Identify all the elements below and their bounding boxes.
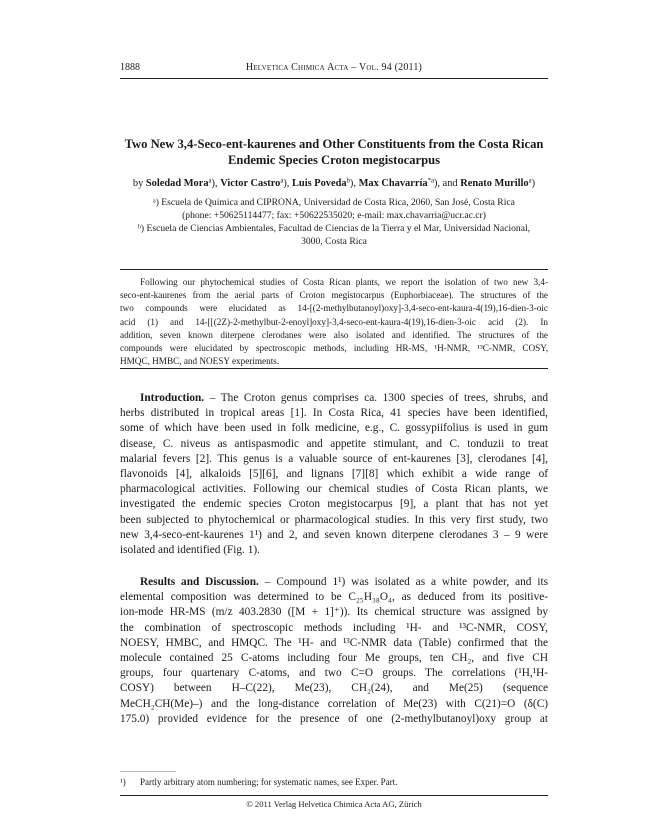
author-mark: *a — [427, 177, 434, 185]
body-line: flavonoids [4], alkaloids [5][6], and lignans [7][8] which exhibit a wide range of — [120, 468, 548, 481]
author-mark: a — [280, 177, 284, 185]
abstract-line: compounds were elucidated by spectroscopic methods, including HR-MS, ¹H-NMR, ¹³C-NMR, COSY, — [120, 343, 548, 354]
abstract-line: addition, seven known diterpene clerodanes were also isolated and identified. The structures of the — [120, 329, 548, 340]
affiliation-a — [120, 196, 548, 222]
page-number: 1888 — [120, 62, 140, 73]
body-line — [120, 391, 548, 406]
abstract-line: seco-ent-kaurenes from the aerial parts of Croton megistocarpus (Euphorbiaceae). The structures of the — [120, 290, 548, 301]
author-name: Soledad Mora — [145, 178, 209, 189]
affiliation-b-line-1: ᵇ) Escuela de Ciencias Ambientales, Facultad de Ciencias de la Tierra y el Mar, Universidad Nacional, — [137, 223, 531, 234]
author-name: Victor Castro — [220, 178, 281, 189]
abstract-line: HMQC, HMBC, and NOESY experiments. — [120, 356, 280, 367]
affiliation-b-line-2: 3000, Costa Rica — [301, 236, 367, 247]
body-line: the combination of spectroscopic methods including ¹H- and ¹³C-NMR, COSY, — [120, 621, 548, 634]
footnote-rule — [120, 771, 176, 772]
body-line: ion-mode HR-MS (m/z 403.2830 ([M + 1]⁺)). Its chemical structure was assigned by — [120, 606, 548, 619]
abstract-line: two compounds were elucidated as 14-[(2-methylbutanoyl)oxy]-3,4-seco-ent-kaura-4(19),16-dien-3-oic — [120, 303, 548, 314]
body-line: disease, C. niveus as antispasmodic and appetite stimulant, and C. tonduzii to treat — [120, 437, 548, 450]
body-line: groups, four quartenary C-atoms, and two C=O groups. The correlations (¹H,¹H- — [120, 667, 548, 680]
author-name: Renato Murillo — [460, 178, 529, 189]
introduction-section — [120, 391, 548, 558]
footnote-text: Partly arbitrary atom numbering; for systematic names, see Exper. Part. — [139, 777, 398, 787]
footnote-number: ¹) — [120, 777, 126, 787]
body-line: investigated the endemic species Croton megistocarpus [9], a plant that has not yet — [120, 498, 548, 511]
running-header — [120, 62, 548, 76]
author-mark: a — [528, 177, 532, 185]
body-line: been subjected to phytochemical or pharmacological studies. In this very first study, two — [120, 513, 548, 526]
body-line: isolated and identified (Fig. 1). — [120, 544, 260, 557]
body-line: herbs distributed in tropical areas [1]. In Costa Rica, 41 species have been identified, — [120, 407, 548, 420]
body-line: new 3,4-seco-ent-kaurenes 1¹) and 2, and seven known diterpene clerodanes 3 – 9 were — [120, 528, 548, 541]
affiliation-a-line-2: (phone: +50625114477; fax: +50622535020; e-mail: max.chavarria@ucr.ac.cr) — [182, 210, 486, 221]
journal-name: Helvetica Chimica Acta – Vol. 94 (2011) — [245, 62, 423, 73]
results-section — [120, 575, 548, 727]
body-line: malarial fevers [2]. This genus is a valuable source of ent-kaurenes [3], clerodanes [4], — [120, 452, 548, 465]
author-name: Luis Poveda — [291, 178, 347, 189]
author-mark: b — [346, 177, 350, 185]
body-line: MeCH₂CH(Me)–) and the long-distance correlation of Me(23) with C(21)=O (δ(C) — [120, 697, 548, 710]
copyright-notice: © 2011 Verlag Helvetica Chimica Acta AG, Zürich — [246, 799, 422, 809]
introduction-heading: Introduction. — [140, 392, 205, 404]
affiliation-b — [120, 222, 548, 248]
author-name: Max Chavarría — [358, 178, 428, 189]
abstract-line: Following our phytochemical studies of Costa Rican plants, we report the isolation of two new 3,4- — [140, 277, 548, 287]
results-heading: Results and Discussion. — [140, 576, 259, 588]
article-title — [120, 136, 548, 168]
body-line: molecule contained 25 C-atoms including four Me groups, ten CH₂, and five CH — [120, 652, 548, 665]
body-line-text: – The Croton genus comprises ca. 1300 species of trees, shrubs, and — [209, 392, 548, 404]
body-line: COSY) between H–C(22), Me(23), CH₂(24), and Me(25) (sequence — [120, 682, 548, 695]
abstract-bottom-rule — [120, 368, 548, 369]
body-line: NOESY, HMBC, and HMQC. The ¹H- and ¹³C-NMR data (Table) confirmed that the — [120, 636, 548, 649]
affiliation-a-line-1: ᵃ) Escuela de Química and CIPRONA, Universidad de Costa Rica, 2060, San José, Costa Rica — [153, 197, 515, 208]
abstract — [120, 276, 548, 368]
body-line: elemental composition was determined to be C₂₅H₃₈O₄, as deduced from its positive- — [120, 591, 548, 604]
body-line-text: – Compound 1¹) was isolated as a white powder, and its — [264, 576, 548, 588]
abstract-line: acid (1) and 14-[[(2Z)-2-methylbut-2-enoyl]oxy]-3,4-seco-ent-kaura-4(19),16-dien-3-oic acid (2). In — [120, 316, 548, 327]
body-line: pharmacological activities. Following our chemical studies of Costa Rican plants, we — [120, 483, 548, 496]
abstract-top-rule — [120, 269, 548, 270]
author-list: by Soledad Mora$^a$), Victor Castro$^a$), Luis Poveda$^b$), Max Chavarría$^{*a}$), and Renato Murillo$^a$) — [132, 177, 536, 189]
footnote — [120, 777, 548, 787]
author-mark: a — [208, 177, 212, 185]
authors-prefix: by — [132, 178, 144, 189]
title-line-2: Endemic Species Croton megistocarpus — [227, 153, 441, 167]
title-line-1: Two New 3,4-Seco-ent-kaurenes and Other Constituents from the Costa Rican — [124, 137, 544, 151]
body-line: 175.0) provided evidence for the presence of one (2-methylbutanoyl)oxy group at — [120, 712, 548, 725]
footer-rule — [120, 795, 548, 796]
body-line: some of which have been used in folk medicine, e.g., C. gossypiifolius is used in gum — [120, 422, 548, 435]
header-rule — [120, 78, 548, 79]
body-line — [120, 575, 548, 590]
